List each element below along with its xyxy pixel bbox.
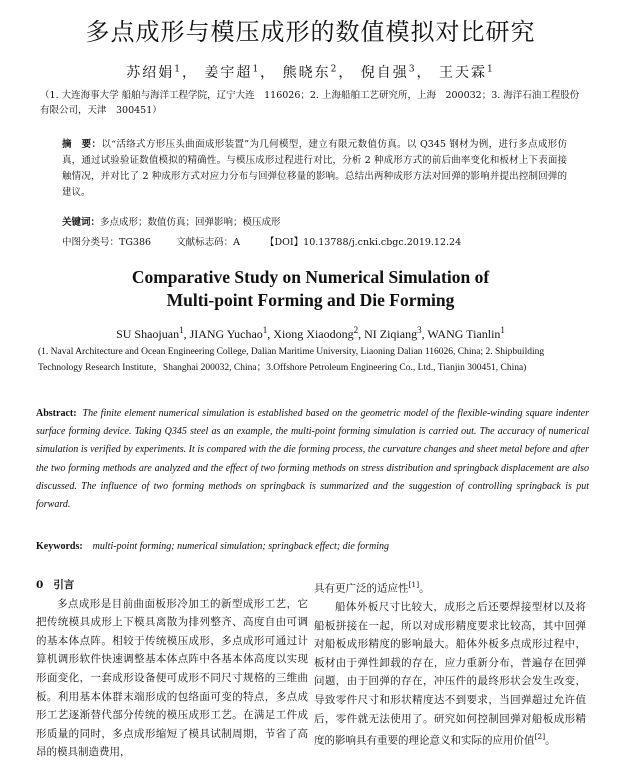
paragraph-text: 船体外板尺寸比较大，成形之后还要焊接型材以及将船板拼接在一起，所以对成形精度要求比较高，其中回弹对船板成形精度的影响最大。船体外板多点成形过程中，板材由于弹性卸载的存在，应力重新分布，普遍存在回弹问题，由于回弹的存在，冲压件的最终形状会发生改变，导致零件尺寸和形状精度达不到要求，当回弹超过允许值后，零件就无法使用了。研究如何控制回弹对船板成形精度的影响具有重要的理论意义和实际的应用价值	[314, 601, 586, 747]
chinese-abstract	[62, 137, 567, 201]
english-affiliation: (1. Naval Architecture and Ocean Engineering College, Dalian Maritime University, Liaoning Dalian 116026, China; 2. Shipbuilding Technology Research Institute，Shanghai 200032, China；3.Offshore Petroleum Engineering Co., Ltd., Tianjin 300451, China)	[38, 347, 545, 373]
author-name: 姜宇超	[204, 65, 253, 81]
author-name: WANG Tianlin	[427, 327, 501, 341]
keywords-text: 多点成形；数值仿真；回弹影响；模压成形	[100, 217, 281, 228]
author-sup: 2	[353, 325, 359, 335]
author-sup: 3	[408, 64, 417, 75]
author-sup: 1	[487, 64, 495, 75]
section-title: 引言	[53, 579, 75, 591]
chinese-title: 多点成形与模压成形的数值模拟对比研究	[85, 18, 536, 46]
section-heading	[36, 576, 308, 595]
body-paragraph-continued	[314, 576, 586, 598]
abstract-label: 摘 要：	[62, 139, 102, 150]
doi-link[interactable]: 【DOI】10.13788/j.cnki.cbgc.2019.12.24	[265, 237, 462, 248]
author-sup: 3	[417, 325, 422, 335]
author-sup: 1	[179, 325, 184, 335]
classification-line	[62, 234, 582, 248]
author-name: 熊晓东	[282, 65, 331, 81]
abstract-label: Abstract:	[36, 408, 77, 419]
author-sup: 1	[252, 64, 261, 75]
citation-ref[interactable]: [1]	[408, 580, 420, 589]
abstract-text: 以“活络式方形压头曲面成形装置”为几何模型，建立有限元数值仿真。以 Q345 钢材为例，进行多点成形仿真，通过试验验证数值模拟的精确性。与模压成形过程进行对比，分析 2 种成形方式的前后曲率变化和板材上下表面接触情况，并对比了 2 种成形方式对应力分布与回弹位移量的影响。总结出两种成形方法对回弹的影响并提出控制回弹的建议。	[62, 139, 567, 198]
english-title-line2: Multi-point Forming and Die Forming	[166, 290, 455, 310]
body-paragraph	[314, 598, 586, 750]
body-left-column	[36, 576, 308, 762]
document-code: 文献标志码：A	[176, 237, 240, 248]
keywords-text: multi-point forming; numerical simulation; springback effect; die forming	[92, 541, 390, 552]
author-name: 王天霖	[439, 65, 487, 81]
english-title	[0, 266, 621, 312]
author-sup: 1	[500, 325, 505, 335]
citation-ref[interactable]: [2]	[534, 732, 546, 742]
body-paragraph: 多点成形是目前曲面板形冷加工的新型成形工艺，它把传统模具成形上下模具离散为排列整齐、高度自由可调的基本体点阵。相较于传统模压成形，多点成形可通过计算机调形软件快速调整基本体点阵中各基本体高度以实现形面变化，一套成形设备便可成形不同尺寸规格的三维曲板。利用基本体群末端形成的包络面可变的特点，多点成形工艺逐渐替代部分传统的模压成形工艺。在满足工件成形质量的同时，多点成形缩短了模具试制周期，节省了高昂的模具制造费用，	[36, 597, 308, 759]
author-name: JIANG Yuchao	[189, 327, 263, 341]
abstract-text: The finite element numerical simulation is established based on the geometric model of the flexible-winding square indenter surface forming device. Taking Q345 steel as an example, the multi-point forming simulation is carried out. The accuracy of numerical simulation is verified by experiments. It is compared with the die forming process, the curvature changes and sheet metal before and after the two forming methods are analyzed and the effect of two forming methods on stress distribution and springback displacement are also discussed. The influence of two forming methods on springback is summarized and the suggestion of controlling springback is put forward.	[36, 408, 589, 511]
chinese-authors: 苏绍娟$^1$， 姜宇超$^1$， 熊晓东$^2$， 倪自强$^3$， 王天霖$^1$	[126, 64, 495, 81]
chinese-affiliation: （1. 大连海事大学 船舶与海洋工程学院，辽宁大连 116026；2. 上海船舶工艺研究所，上海 200032；3. 海洋石油工程股份有限公司，天津 300451）	[40, 90, 580, 116]
author-name: SU Shaojuan	[116, 327, 180, 341]
english-keywords	[36, 541, 589, 552]
author-sup: 1	[174, 64, 182, 75]
paragraph-text: 具有更广泛的适应性	[314, 582, 409, 595]
paragraph-end: 。	[419, 582, 430, 595]
keywords-label: 关键词：	[62, 217, 101, 228]
class-number: 中图分类号：TG386	[62, 237, 152, 248]
author-name: 倪自强	[360, 65, 409, 81]
paragraph-end: 。	[545, 734, 556, 747]
body-right-column	[314, 576, 586, 750]
keywords-label: Keywords:	[36, 541, 83, 552]
english-authors: SU Shaojuan$^1$, JIANG Yuchao$^1$, Xiong Xiaodong$^2$, NI Ziqiang$^3$, WANG Tianlin$^1$	[116, 325, 505, 341]
author-name: 苏绍娟	[126, 65, 175, 81]
author-name: NI Ziqiang	[364, 327, 418, 341]
chinese-keywords	[62, 214, 567, 228]
author-name: Xiong Xiaodong	[273, 327, 354, 341]
author-sup: 2	[330, 64, 339, 75]
english-title-line1: Comparative Study on Numerical Simulation of	[131, 267, 490, 287]
author-sup: 1	[262, 325, 268, 335]
section-number: 0	[36, 579, 44, 591]
english-abstract	[36, 405, 589, 514]
